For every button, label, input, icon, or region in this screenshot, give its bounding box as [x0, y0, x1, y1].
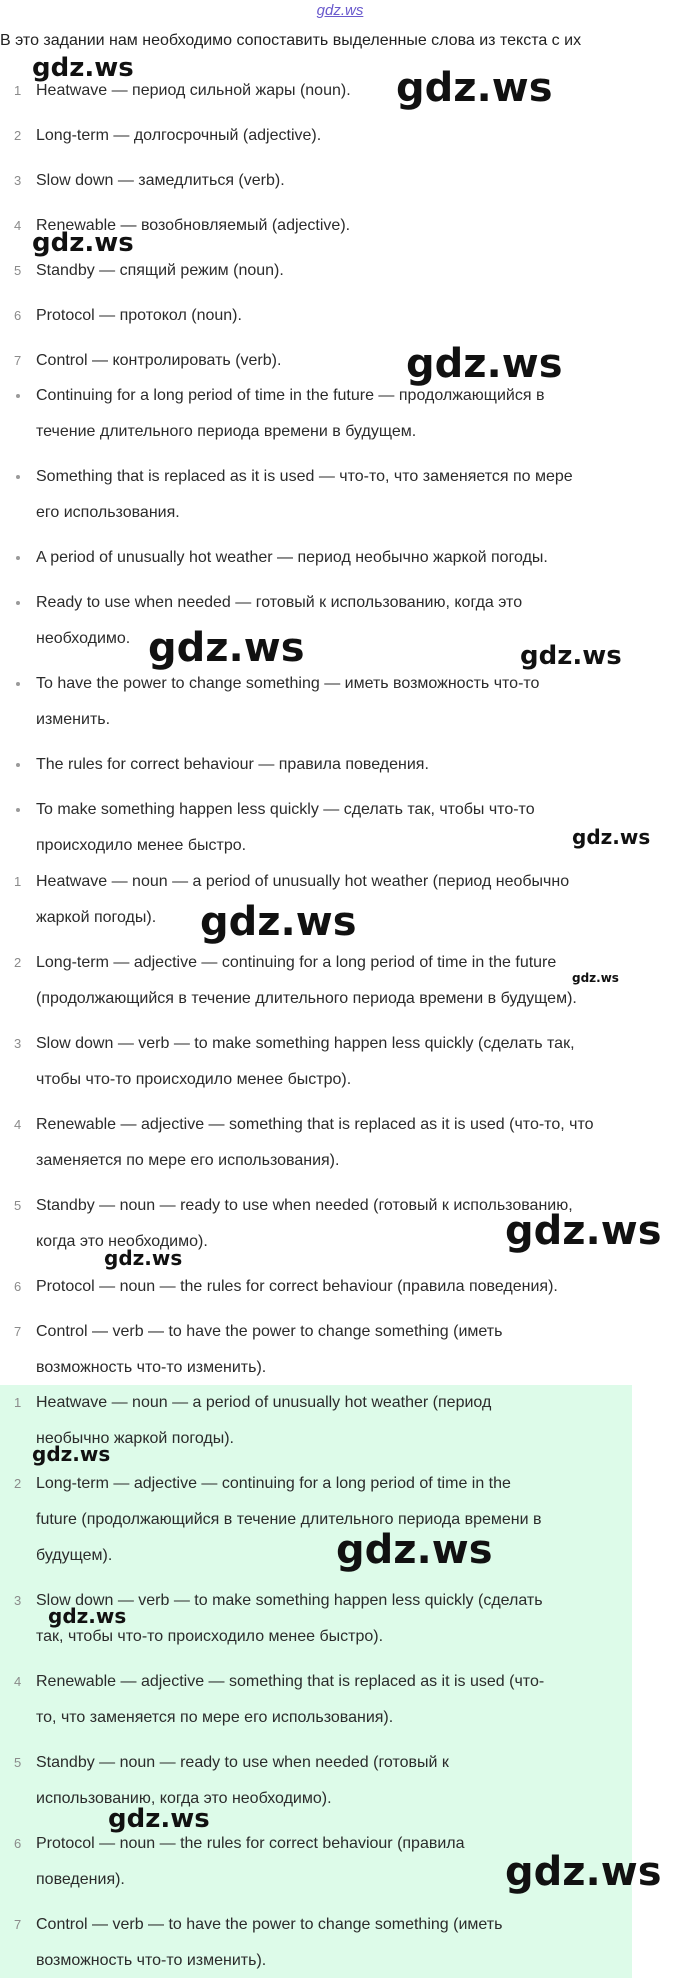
item-number: 5	[14, 263, 22, 278]
watermark: gdz.ws	[572, 971, 619, 985]
list-item	[0, 253, 680, 289]
item-text: Long-term — adjective — continuing for a long period of time in the	[36, 1475, 511, 1492]
list-item	[0, 163, 680, 199]
item-text: использованию, когда это необходимо).	[36, 1790, 332, 1807]
list-item	[0, 1907, 680, 1979]
item-text: происходило менее быстро.	[36, 837, 247, 854]
item-text: To have the power to change something — иметь возможность что-то	[36, 675, 540, 692]
item-text: Slow down — verb — to make something happen less quickly (сделать	[36, 1592, 543, 1609]
list-item	[0, 1269, 680, 1305]
list-item	[0, 1314, 680, 1386]
item-text: заменяется по мере его использования).	[36, 1152, 340, 1169]
watermark: gdz.ws	[396, 65, 553, 111]
item-text: Slow down — verb — to make something happen less quickly (сделать так,	[36, 1035, 575, 1052]
item-number: 2	[14, 128, 22, 143]
list-item	[0, 118, 680, 154]
item-text: The rules for correct behaviour — правила поведения.	[36, 756, 429, 773]
item-number: 1	[14, 874, 22, 889]
item-text: Protocol — noun — the rules for correct behaviour (правила поведения).	[36, 1278, 558, 1295]
bullet-icon	[16, 763, 20, 767]
item-text: Standby — noun — ready to use when needed (готовый к использованию,	[36, 1197, 573, 1214]
item-text: то, что заменяется по мере его использования).	[36, 1709, 394, 1726]
list-item	[0, 378, 680, 450]
watermark: gdz.ws	[48, 1604, 127, 1628]
item-text: необычно жаркой погоды).	[36, 1430, 234, 1447]
watermark: gdz.ws	[406, 341, 563, 387]
item-text: Something that is replaced as it is used — что-то, что заменяется по мере	[36, 468, 573, 485]
bullet-icon	[16, 475, 20, 479]
item-number: 5	[14, 1198, 22, 1213]
list-item	[0, 1107, 680, 1179]
item-text: Renewable — возобновляемый (adjective).	[36, 217, 351, 234]
item-text: жаркой погоды).	[36, 909, 157, 926]
item-text: A period of unusually hot weather — период необычно жаркой погоды.	[36, 549, 548, 566]
item-text: Renewable — adjective — something that is replaced as it is used (что-то, что	[36, 1116, 594, 1133]
bullet-icon	[16, 682, 20, 686]
watermark: gdz.ws	[505, 1849, 662, 1895]
item-text: Slow down — замедлиться (verb).	[36, 172, 285, 189]
bullet-icon	[16, 556, 20, 560]
item-text: возможность что-то изменить).	[36, 1359, 267, 1376]
item-text: Renewable — adjective — something that is replaced as it is used (что-	[36, 1673, 545, 1690]
watermark: gdz.ws	[32, 228, 134, 258]
item-number: 7	[14, 1324, 22, 1339]
item-text: Continuing for a long period of time in the future — продолжающийся в	[36, 387, 545, 404]
item-text: Control — контролировать (verb).	[36, 352, 282, 369]
list-item	[0, 1664, 680, 1736]
bullet-icon	[16, 808, 20, 812]
list-item	[0, 459, 680, 531]
item-text: возможность что-то изменить).	[36, 1952, 267, 1969]
watermark: gdz.ws	[32, 53, 134, 83]
intro-text: В это задании нам необходимо сопоставить выделенные слова из текста с их	[0, 32, 582, 49]
item-text: будущем).	[36, 1547, 113, 1564]
item-number: 4	[14, 1117, 22, 1132]
item-text: Long-term — adjective — continuing for a long period of time in the future	[36, 954, 557, 971]
item-number: 6	[14, 1279, 22, 1294]
list-item	[0, 540, 680, 576]
item-text: Protocol — noun — the rules for correct behaviour (правила	[36, 1835, 465, 1852]
item-number: 1	[14, 83, 22, 98]
watermark: gdz.ws	[108, 1804, 210, 1834]
item-text: Control — verb — to have the power to change something (иметь	[36, 1323, 503, 1340]
item-number: 7	[14, 1917, 22, 1932]
item-text: (продолжающийся в течение длительного периода времени в будущем).	[36, 990, 577, 1007]
item-number: 5	[14, 1755, 22, 1770]
item-text: Heatwave — noun — a period of unusually hot weather (период необычно	[36, 873, 570, 890]
site-logo[interactable]: gdz.ws	[316, 2, 364, 19]
list-item	[0, 747, 680, 783]
watermark: gdz.ws	[104, 1246, 183, 1270]
watermark: gdz.ws	[148, 625, 305, 671]
bullet-icon	[16, 601, 20, 605]
watermark: gdz.ws	[572, 825, 651, 849]
item-text: Protocol — протокол (noun).	[36, 307, 242, 324]
item-number: 2	[14, 955, 22, 970]
item-text: изменить.	[36, 711, 111, 728]
list-item	[0, 298, 680, 334]
item-text: Heatwave — noun — a period of unusually hot weather (период	[36, 1394, 492, 1411]
item-number: 4	[14, 1674, 22, 1689]
item-text: чтобы что-то происходило менее быстро).	[36, 1071, 352, 1088]
item-number: 2	[14, 1476, 22, 1491]
item-text: Ready to use when needed — готовый к использованию, когда это	[36, 594, 523, 611]
item-number: 4	[14, 218, 22, 233]
item-text: Heatwave — период сильной жары (noun).	[36, 82, 351, 99]
list-item	[0, 666, 680, 738]
bullet-icon	[16, 394, 20, 398]
item-text: Standby — спящий режим (noun).	[36, 262, 284, 279]
item-text: так, чтобы что-то происходило менее быстро).	[36, 1628, 384, 1645]
item-text: поведения).	[36, 1871, 125, 1888]
item-number: 7	[14, 353, 22, 368]
item-text: его использования.	[36, 504, 180, 521]
watermark: gdz.ws	[200, 899, 357, 945]
item-number: 3	[14, 1593, 22, 1608]
list-item	[0, 1745, 680, 1817]
item-text: Standby — noun — ready to use when needed (готовый к	[36, 1754, 449, 1771]
watermark: gdz.ws	[520, 641, 622, 671]
watermark: gdz.ws	[336, 1527, 493, 1573]
list-item	[0, 343, 680, 379]
item-text: future (продолжающийся в течение длительного периода времени в	[36, 1511, 542, 1528]
watermark: gdz.ws	[505, 1208, 662, 1254]
item-number: 3	[14, 1036, 22, 1051]
item-text: Long-term — долгосрочный (adjective).	[36, 127, 322, 144]
item-number: 6	[14, 1836, 22, 1851]
item-text: когда это необходимо).	[36, 1233, 208, 1250]
item-text: необходимо.	[36, 630, 131, 647]
item-number: 6	[14, 308, 22, 323]
item-number: 1	[14, 1395, 22, 1410]
list-item	[0, 1026, 680, 1098]
item-text: течение длительного периода времени в будущем.	[36, 423, 417, 440]
item-text: Control — verb — to have the power to change something (иметь	[36, 1916, 503, 1933]
item-number: 3	[14, 173, 22, 188]
item-text: To make something happen less quickly — сделать так, чтобы что-то	[36, 801, 535, 818]
watermark: gdz.ws	[32, 1442, 111, 1466]
